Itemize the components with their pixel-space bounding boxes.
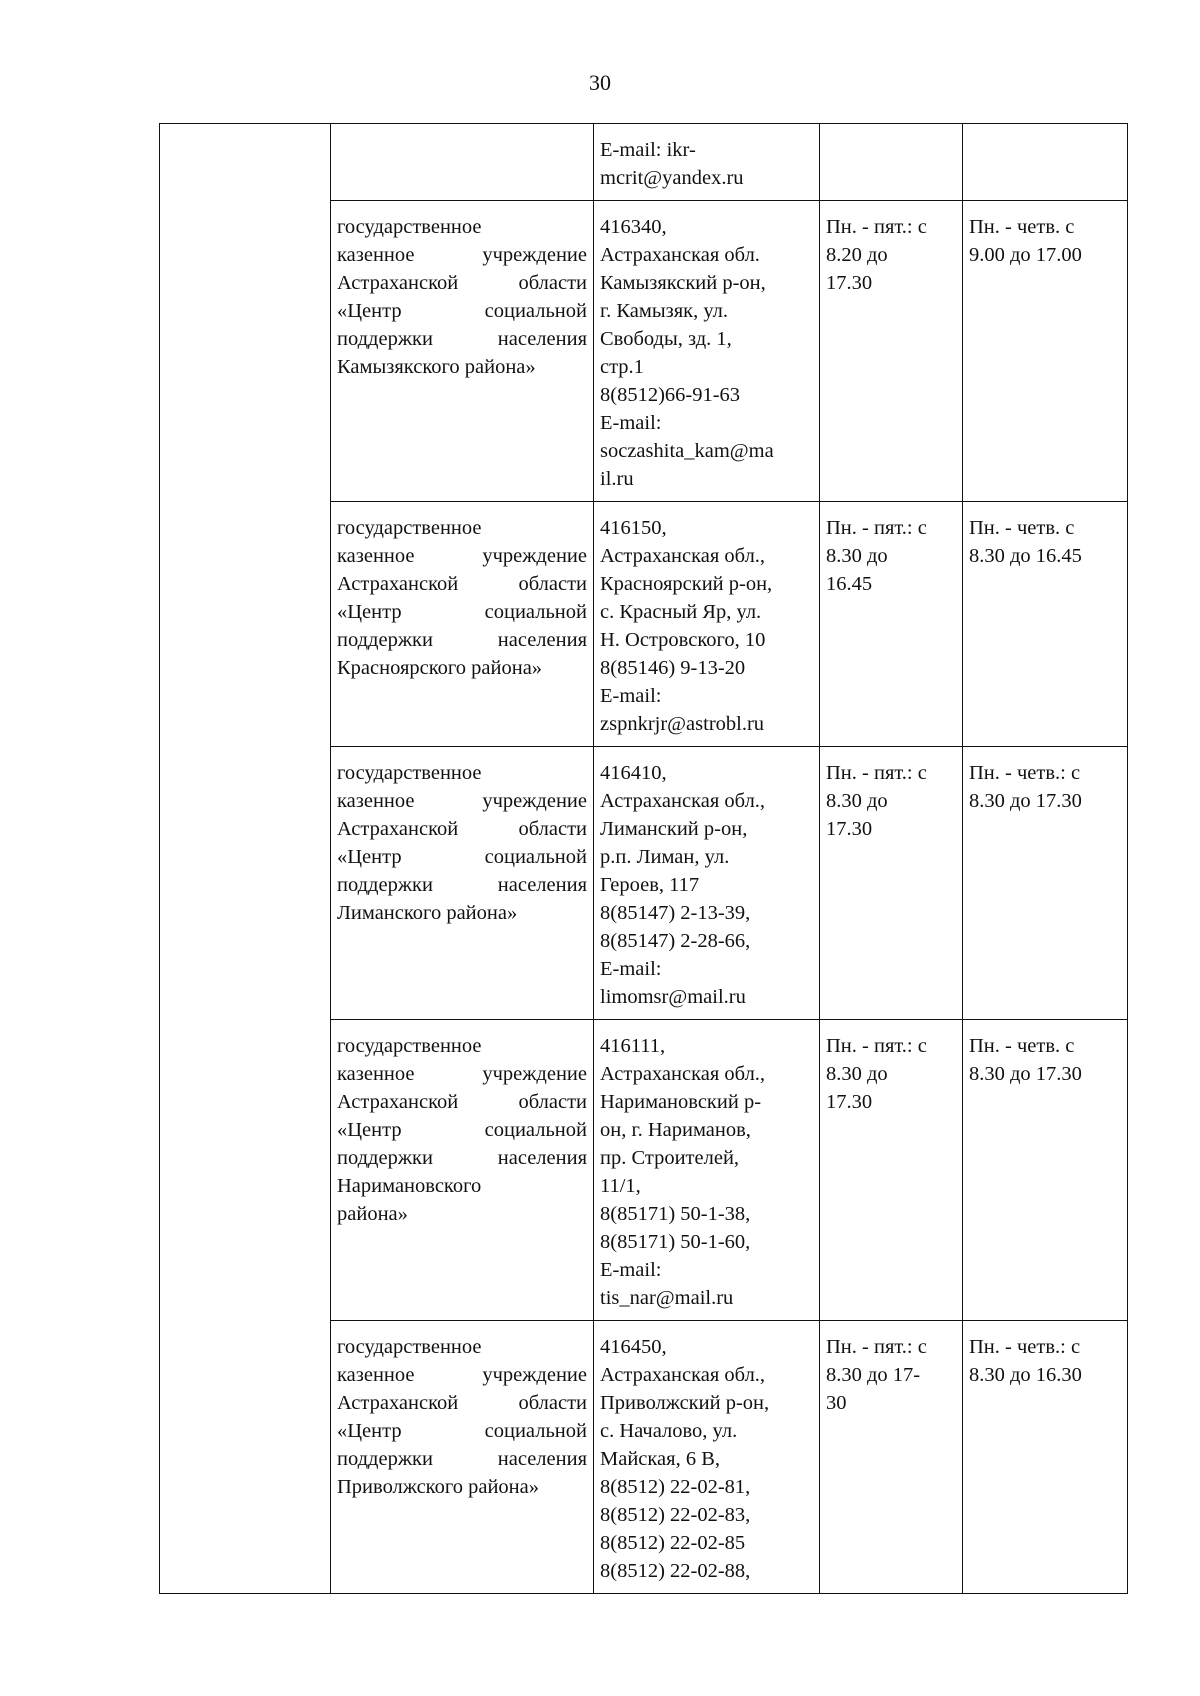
work-hours-cell-line: 17.30: [826, 818, 873, 840]
address-cell-line: 8(8512) 22-02-83,: [600, 1504, 751, 1526]
reception-hours-cell-line: Пн. - четв.: с: [969, 762, 1081, 784]
org-name-cell-line: государственное: [337, 216, 482, 238]
reception-hours-cell: [963, 124, 1128, 201]
work-hours-cell-line: Пн. - пят.: с: [826, 1336, 927, 1358]
reception-hours-cell-line: Пн. - четв. с: [969, 517, 1075, 539]
address-cell-line: Астраханская обл.,: [600, 1063, 766, 1085]
address-cell-line: E-mail:: [600, 958, 662, 980]
address-cell-line: с. Красный Яр, ул.: [600, 601, 762, 623]
reception-hours-cell: [963, 747, 1128, 1020]
org-name-cell-line: казенное учреждение: [337, 1364, 587, 1386]
org-name-cell-line: государственное: [337, 1035, 482, 1057]
org-name-cell-line: «Центр социальной: [337, 300, 587, 322]
org-name-cell-line: Астраханской области: [337, 272, 587, 294]
address-cell: [594, 1321, 820, 1594]
org-name-cell-line: Красноярского района»: [337, 657, 543, 679]
address-cell-line: 8(85146) 9-13-20: [600, 657, 746, 679]
page-number: 30: [589, 70, 611, 95]
address-cell-line: 8(85147) 2-28-66,: [600, 930, 751, 952]
address-cell-line: tis_nar@mail.ru: [600, 1287, 734, 1309]
address-cell-line: Астраханская обл.,: [600, 545, 766, 567]
work-hours-cell: [820, 747, 963, 1020]
address-cell-line: 416111,: [600, 1035, 666, 1057]
org-name-cell-line: Астраханской области: [337, 1091, 587, 1113]
address-cell-line: Астраханская обл.,: [600, 790, 766, 812]
reception-hours-cell: [963, 1020, 1128, 1321]
address-cell-line: Камызякский р-он,: [600, 272, 766, 294]
reception-hours-cell: [963, 502, 1128, 747]
org-name-cell: [331, 502, 594, 747]
org-name-cell-line: «Центр социальной: [337, 846, 587, 868]
address-cell-line: 11/1,: [600, 1175, 641, 1197]
reception-hours-cell-line: Пн. - четв. с: [969, 1035, 1075, 1057]
category-cell: [160, 124, 331, 1594]
work-hours-cell-line: 8.30 до: [826, 1063, 888, 1085]
address-cell-line: Астраханская обл.,: [600, 1364, 766, 1386]
address-cell: [594, 1020, 820, 1321]
address-cell-line: 8(85171) 50-1-38,: [600, 1203, 751, 1225]
address-cell-line: E-mail:: [600, 685, 662, 707]
address-cell-line: р.п. Лиман, ул.: [600, 846, 730, 868]
address-cell-line: 8(8512)66-91-63: [600, 384, 741, 406]
address-cell-line: Свободы, зд. 1,: [600, 328, 732, 350]
org-name-cell-line: «Центр социальной: [337, 1420, 587, 1442]
address-cell-line: Н. Островского, 10: [600, 629, 766, 651]
work-hours-cell: [820, 124, 963, 201]
org-name-cell: [331, 1321, 594, 1594]
org-name-cell: [331, 201, 594, 502]
org-name-cell-line: Камызякского района»: [337, 356, 536, 378]
address-cell-line: 416410,: [600, 762, 667, 784]
org-name-cell-line: поддержки населения: [337, 1448, 587, 1470]
address-cell-line: 8(85147) 2-13-39,: [600, 902, 751, 924]
org-name-cell-line: «Центр социальной: [337, 601, 587, 623]
address-cell-line: E-mail:: [600, 1259, 662, 1281]
reception-hours-cell-line: Пн. - четв. с: [969, 216, 1075, 238]
org-name-cell-line: поддержки населения: [337, 629, 587, 651]
org-name-cell-line: Наримановского: [337, 1175, 482, 1197]
reception-hours-cell: [963, 1321, 1128, 1594]
address-cell-line: zspnkrjr@astrobl.ru: [600, 713, 765, 735]
work-hours-cell-line: 8.30 до: [826, 790, 888, 812]
org-name-cell: [331, 124, 594, 201]
table-row: [160, 124, 1128, 201]
org-name-cell-line: Лиманского района»: [337, 902, 518, 924]
reception-hours-cell-line: 9.00 до 17.00: [969, 244, 1082, 266]
work-hours-cell-line: Пн. - пят.: с: [826, 762, 927, 784]
address-cell: [594, 502, 820, 747]
address-cell-line: E-mail:: [600, 412, 662, 434]
address-cell-line: г. Камызяк, ул.: [600, 300, 729, 322]
work-hours-cell-line: 8.30 до 17-: [826, 1364, 921, 1386]
org-name-cell-line: государственное: [337, 762, 482, 784]
address-cell: [594, 124, 820, 201]
work-hours-cell-line: Пн. - пят.: с: [826, 216, 927, 238]
address-cell-line: с. Началово, ул.: [600, 1420, 738, 1442]
address-cell-line: 416340,: [600, 216, 667, 238]
work-hours-cell-line: 16.45: [826, 573, 873, 595]
org-name-cell-line: Астраханской области: [337, 818, 587, 840]
reception-hours-cell-line: 8.30 до 16.30: [969, 1364, 1082, 1386]
org-name-cell: [331, 747, 594, 1020]
work-hours-cell: [820, 201, 963, 502]
work-hours-cell-line: Пн. - пят.: с: [826, 517, 927, 539]
address-cell-line: пр. Строителей,: [600, 1147, 740, 1169]
address-cell-line: limomsr@mail.ru: [600, 986, 746, 1008]
address-cell-line: 416450,: [600, 1336, 667, 1358]
address-cell-line: 8(8512) 22-02-81,: [600, 1476, 751, 1498]
address-cell-line: Героев, 117: [600, 874, 700, 896]
address-cell-line: он, г. Нариманов,: [600, 1119, 751, 1141]
address-cell-line: Астраханская обл.: [600, 244, 760, 266]
org-name-cell: [331, 1020, 594, 1321]
reception-hours-cell-line: 8.30 до 17.30: [969, 1063, 1082, 1085]
org-name-cell-line: государственное: [337, 1336, 482, 1358]
work-hours-cell: [820, 502, 963, 747]
services-table: [159, 123, 1128, 1594]
address-cell-line: 8(85171) 50-1-60,: [600, 1231, 751, 1253]
address-cell: [594, 747, 820, 1020]
work-hours-cell-line: 8.20 до: [826, 244, 888, 266]
reception-hours-cell-line: 8.30 до 17.30: [969, 790, 1082, 812]
org-name-cell-line: казенное учреждение: [337, 1063, 587, 1085]
address-cell-line: soczashita_kam@ma: [600, 440, 774, 462]
work-hours-cell-line: 17.30: [826, 1091, 873, 1113]
address-cell-line: E-mail: ikr-: [600, 139, 696, 161]
address-cell-line: 8(8512) 22-02-88,: [600, 1560, 751, 1582]
address-cell-line: mcrit@yandex.ru: [600, 167, 744, 189]
address-cell-line: Наримановский р-: [600, 1091, 762, 1113]
work-hours-cell-line: Пн. - пят.: с: [826, 1035, 927, 1057]
reception-hours-cell-line: Пн. - четв.: с: [969, 1336, 1081, 1358]
address-cell-line: 8(8512) 22-02-85: [600, 1532, 746, 1554]
address-cell-line: стр.1: [600, 356, 644, 378]
work-hours-cell: [820, 1020, 963, 1321]
reception-hours-cell-line: 8.30 до 16.45: [969, 545, 1082, 567]
org-name-cell-line: поддержки населения: [337, 328, 587, 350]
org-name-cell-line: казенное учреждение: [337, 545, 587, 567]
address-cell-line: Красноярский р-он,: [600, 573, 773, 595]
org-name-cell-line: Приволжского района»: [337, 1476, 539, 1498]
org-name-cell-line: казенное учреждение: [337, 244, 587, 266]
address-cell-line: 416150,: [600, 517, 667, 539]
org-name-cell-line: района»: [337, 1203, 408, 1225]
org-name-cell-line: «Центр социальной: [337, 1119, 587, 1141]
org-name-cell-line: поддержки населения: [337, 1147, 587, 1169]
address-cell: [594, 201, 820, 502]
work-hours-cell-line: 8.30 до: [826, 545, 888, 567]
address-cell-line: Майская, 6 В,: [600, 1448, 720, 1470]
address-cell-line: Приволжский р-он,: [600, 1392, 770, 1414]
org-name-cell-line: казенное учреждение: [337, 790, 587, 812]
org-name-cell-line: Астраханской области: [337, 573, 587, 595]
org-name-cell-line: Астраханской области: [337, 1392, 587, 1414]
org-name-cell-line: поддержки населения: [337, 874, 587, 896]
address-cell-line: Лиманский р-он,: [600, 818, 748, 840]
reception-hours-cell: [963, 201, 1128, 502]
org-name-cell-line: государственное: [337, 517, 482, 539]
work-hours-cell-line: 17.30: [826, 272, 873, 294]
work-hours-cell-line: 30: [826, 1392, 847, 1414]
address-cell-line: il.ru: [600, 468, 634, 490]
work-hours-cell: [820, 1321, 963, 1594]
